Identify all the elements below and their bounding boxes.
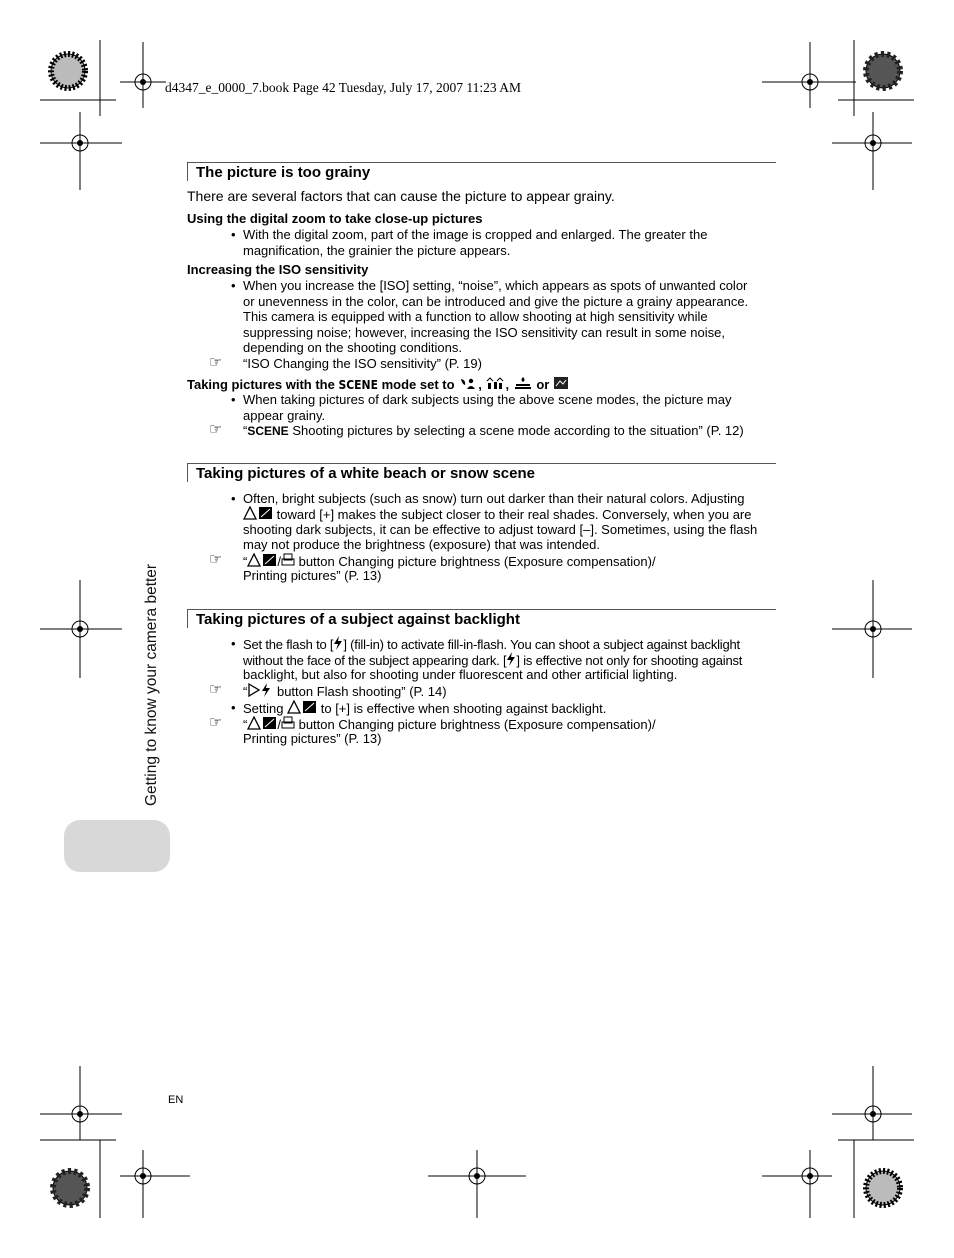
reference-exposure-2-line2: Printing pictures” (P. 13) (243, 731, 382, 746)
reference-icon: ☞ (209, 714, 223, 731)
bullet-digital-zoom: With the digital zoom, part of the image is cropped and enlarged. The greater the magnification, the grainier the picture appears. (243, 227, 708, 258)
snow-line-4: may not produce the brightness (exposure) that was intended. (243, 537, 600, 552)
reference-text: button Flash shooting” (P. 14) (276, 684, 447, 699)
snow-line-2 (243, 506, 751, 523)
exposure-compensation-icon (243, 506, 273, 520)
backlight-line-3: backlight, but also for shooting under fluorescent and other artificial lighting. (243, 667, 678, 682)
print-icon (281, 716, 295, 730)
reference-text: button Changing picture brightness (Exposure compensation)/ (298, 717, 656, 732)
quote: “ (243, 717, 248, 732)
iso-line-2: or unevenness in the color, can be introduced and give the picture a grainy appearance. (243, 294, 749, 309)
night-portrait-icon (458, 376, 478, 390)
flash-icon (506, 652, 516, 666)
bullet-scene-grainy: When taking pictures of dark subjects using the above scene modes, the picture may appear grainy. (243, 392, 732, 423)
bullet-marker: • (231, 227, 236, 242)
exposure-compensation-icon (287, 700, 317, 714)
heading-pre: Taking pictures with the (187, 377, 335, 392)
section-intro: There are several factors that can cause the picture to appear grainy. (187, 188, 615, 204)
backlight-line-1 (243, 636, 740, 653)
bullet-marker: • (231, 636, 236, 651)
reference-iso[interactable]: “ISO Changing the ISO sensitivity” (P. 19) (243, 356, 482, 371)
section-title-backlight: Taking pictures of a subject against backlight (187, 609, 776, 628)
reference-flash[interactable] (243, 683, 447, 700)
reference-scene[interactable] (243, 423, 744, 440)
scene-label: SCENE (247, 424, 289, 438)
snow-line-2-text: toward [+] makes the subject closer to their real shades. Conversely, when you are (276, 507, 752, 522)
subheading-scene-modes (187, 376, 569, 392)
bullet-marker: • (231, 491, 236, 506)
flash-button-icon (247, 683, 273, 697)
backlight-bullet-2 (243, 700, 606, 717)
bullet-marker: • (231, 700, 236, 715)
text: Set the flash to [ (243, 637, 334, 652)
bullet-marker: • (231, 278, 236, 293)
candle-icon (513, 376, 533, 390)
comma: , (505, 377, 510, 392)
reference-icon: ☞ (209, 551, 223, 568)
quote: “ (243, 684, 248, 699)
text: ] (fill-in) to activate fill-in-flash. You can shoot a subject against backlight (343, 637, 740, 652)
chapter-tab (64, 820, 170, 872)
section-title-snow: Taking pictures of a white beach or snow scene (187, 463, 776, 482)
available-light-icon (553, 376, 569, 390)
text: ] is effective not only for shooting against (516, 653, 743, 668)
iso-line-1: When you increase the [ISO] setting, “noise”, which appears as spots of unwanted color (243, 278, 748, 293)
reference-icon: ☞ (209, 421, 223, 438)
reference-text: Shooting pictures by selecting a scene mode according to the situation” (P. 12) (292, 423, 744, 438)
quote: “ (243, 423, 248, 438)
flash-icon (333, 636, 343, 650)
section-title-grainy: The picture is too grainy (187, 162, 776, 181)
text: without the face of the subject appearing dark. [ (243, 653, 507, 668)
subheading-iso: Increasing the ISO sensitivity (187, 262, 369, 277)
heading-or: or (536, 377, 550, 392)
snow-line-1: Often, bright subjects (such as snow) turn out darker than their natural colors. Adjusting (243, 491, 745, 506)
exposure-compensation-icon (247, 716, 277, 730)
indoor-icon (485, 376, 505, 390)
iso-line-3: This camera is equipped with a function to allow shooting at high sensitivity while (243, 309, 708, 324)
file-header: d4347_e_0000_7.book Page 42 Tuesday, July 17, 2007 11:23 AM (165, 80, 522, 95)
snow-line-3: shooting dark subjects, it can be effective to adjust toward [–]. Sometimes, using the flash (243, 522, 758, 537)
iso-line-4: suppressing noise; however, increasing the ISO sensitivity can result in some noise, (243, 325, 725, 340)
print-icon (281, 553, 295, 567)
reference-icon: ☞ (209, 681, 223, 698)
reference-exposure-line2: Printing pictures” (P. 13) (243, 568, 382, 583)
heading-mid: mode set to (381, 377, 455, 392)
slash: / (277, 554, 281, 569)
bullet-marker: • (231, 392, 236, 407)
chapter-sidebar-label: Getting to know your camera better (143, 563, 160, 806)
text: to [+] is effective when shooting against backlight. (320, 701, 607, 716)
text: Setting (243, 701, 284, 716)
reference-text: button Changing picture brightness (Exposure compensation)/ (298, 554, 656, 569)
scene-label: SCENE (338, 378, 378, 392)
comma: , (478, 377, 482, 392)
reference-icon: ☞ (209, 354, 223, 371)
exposure-compensation-icon (247, 553, 277, 567)
subheading-digital-zoom: Using the digital zoom to take close-up pictures (187, 211, 483, 226)
quote: “ (243, 554, 248, 569)
slash: / (277, 717, 281, 732)
iso-line-5: depending on the shooting conditions. (243, 340, 463, 355)
language-label: EN (168, 1094, 184, 1106)
